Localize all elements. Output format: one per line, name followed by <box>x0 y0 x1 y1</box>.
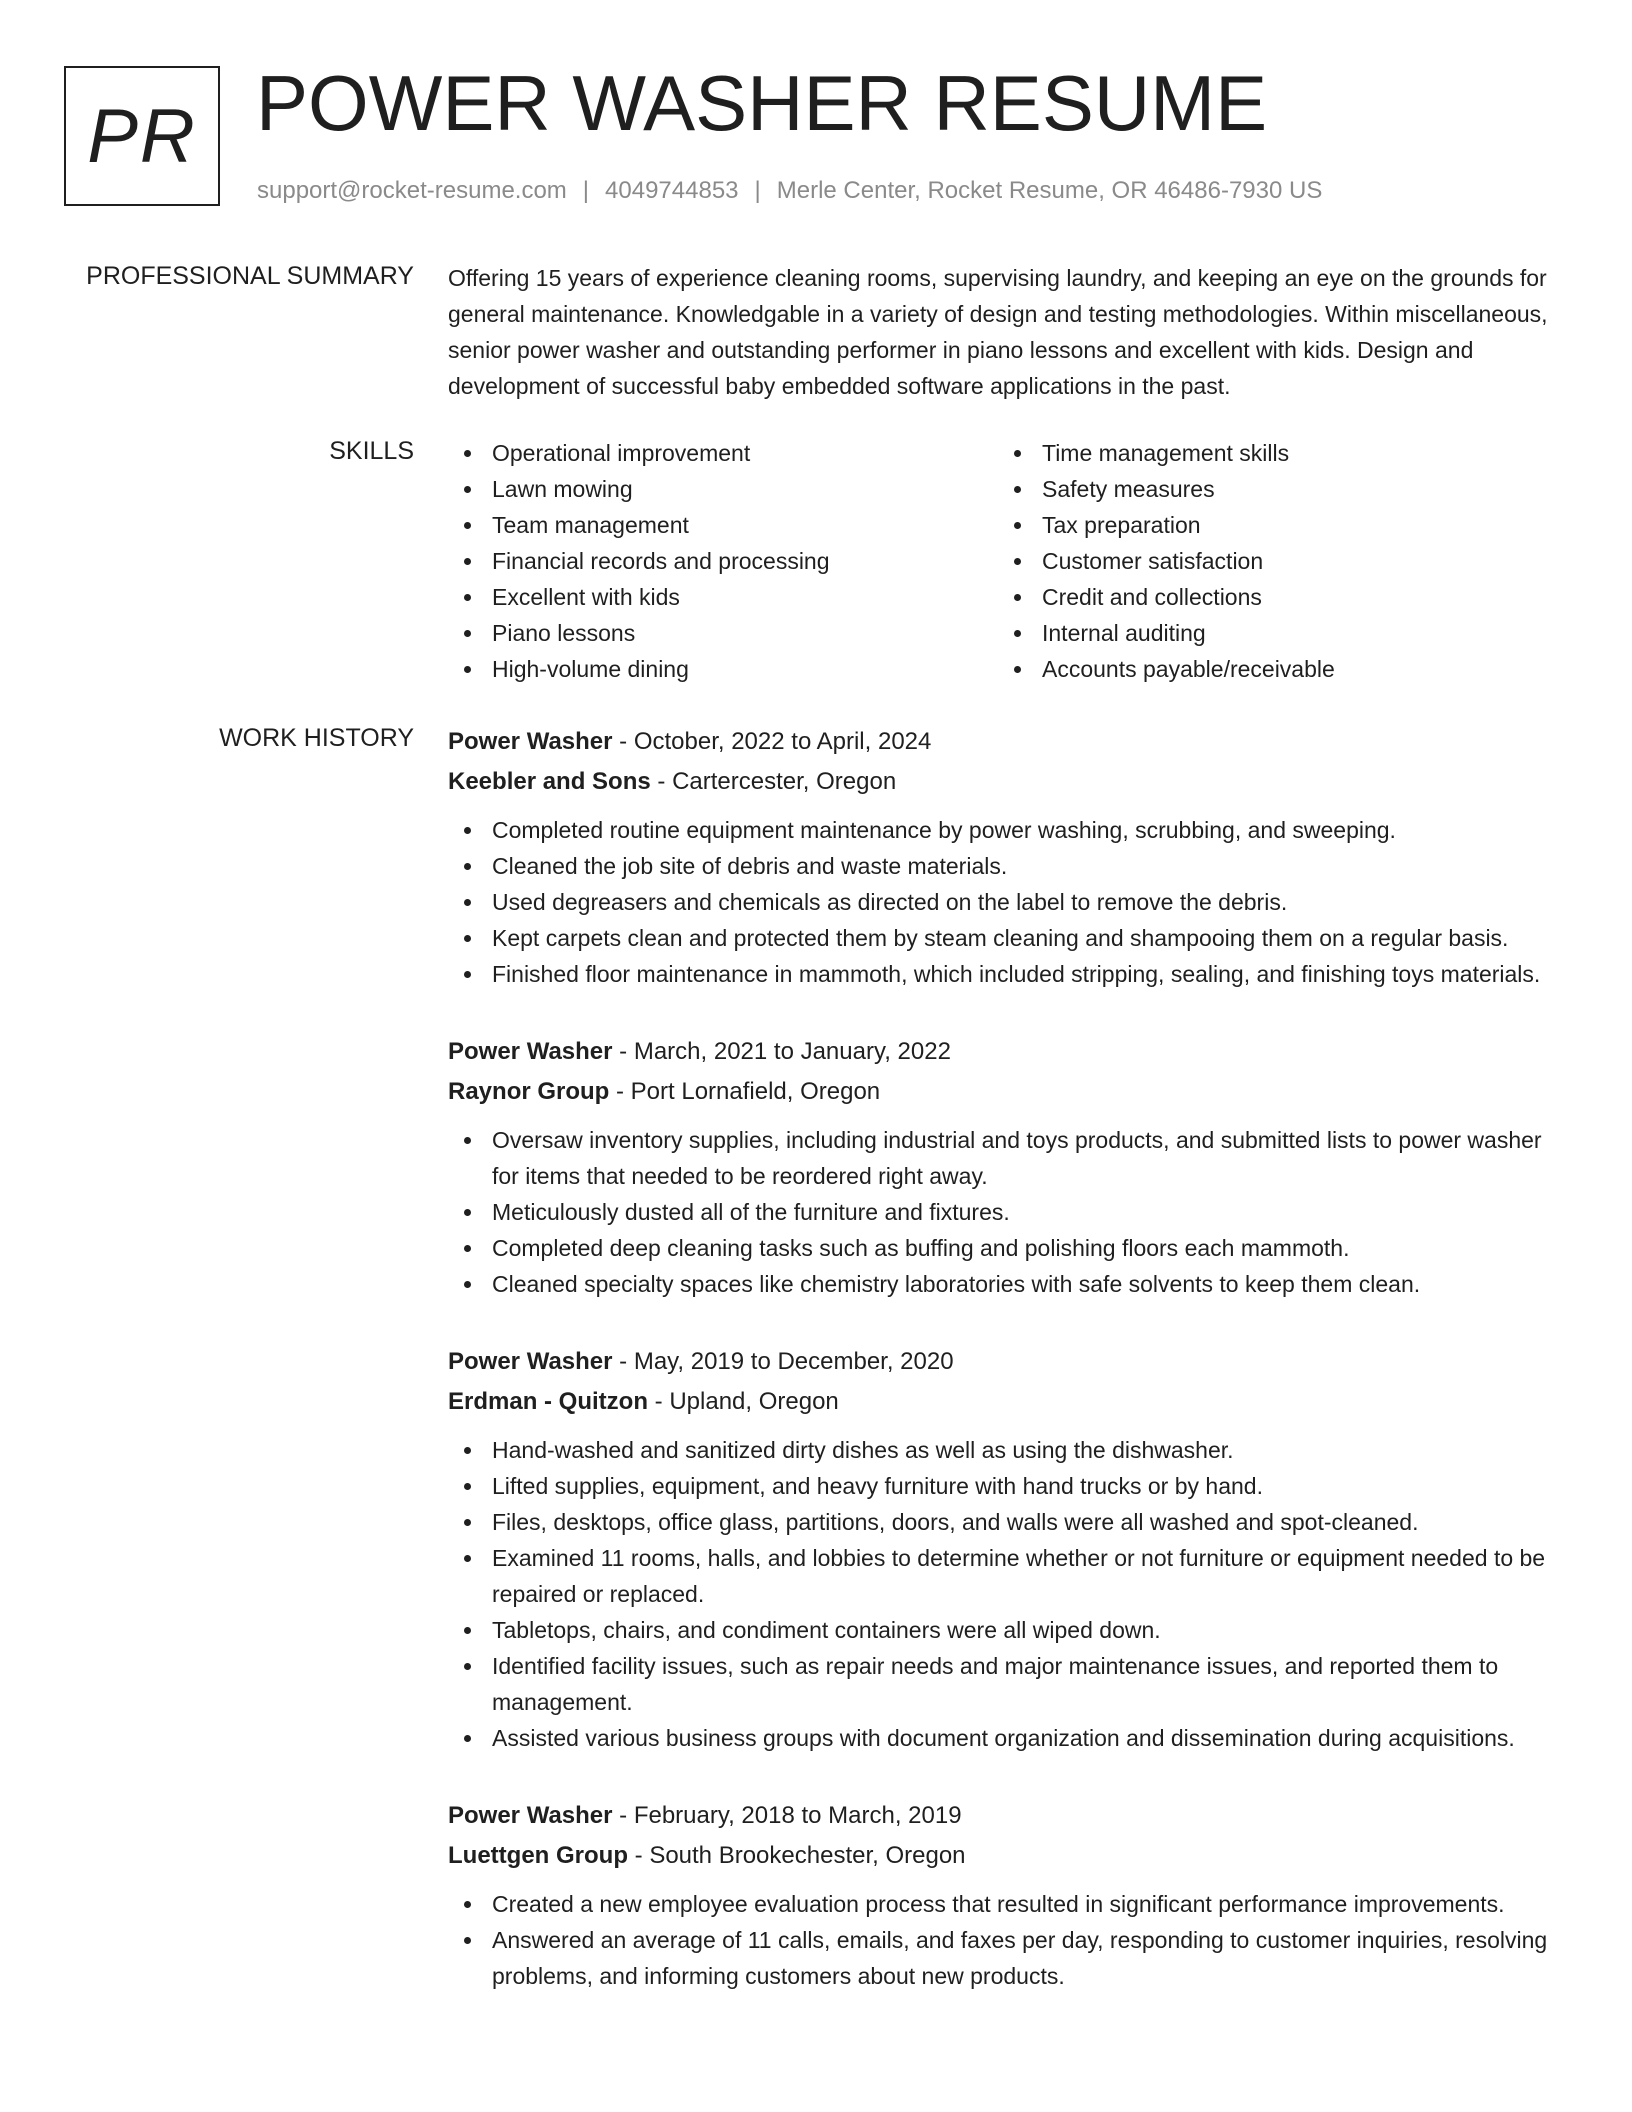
job-bullet: Cleaned specialty spaces like chemistry laboratories with safe solvents to keep them clean. <box>448 1266 1568 1302</box>
job-bullet: Answered an average of 11 calls, emails, and faxes per day, responding to customer inquiries, resolving problems, and informing customers about new products. <box>448 1922 1568 1994</box>
job-bullet: Lifted supplies, equipment, and heavy furniture with hand trucks or by hand. <box>448 1468 1568 1504</box>
skill-item: Operational improvement <box>448 435 998 471</box>
skill-item: Internal auditing <box>998 615 1548 651</box>
job-bullet: Files, desktops, office glass, partitions, doors, and walls were all washed and spot-cleaned. <box>448 1504 1568 1540</box>
job-company-line <box>448 1836 1568 1876</box>
job-entry <box>448 722 1568 992</box>
skill-item: Time management skills <box>998 435 1548 471</box>
skill-item: Lawn mowing <box>448 471 998 507</box>
job-bullet: Assisted various business groups with document organization and dissemination during acquisitions. <box>448 1720 1568 1756</box>
resume-title: POWER WASHER RESUME <box>256 59 1268 147</box>
contact-line <box>257 176 1322 206</box>
monogram-initials: PR <box>87 93 197 179</box>
skill-item: Excellent with kids <box>448 579 998 615</box>
job-company: Luettgen Group <box>448 1842 628 1869</box>
job-entry <box>448 1342 1568 1756</box>
skill-item: Team management <box>448 507 998 543</box>
skill-item: Financial records and processing <box>448 543 998 579</box>
summary-label: PROFESSIONAL SUMMARY <box>86 262 414 290</box>
work-history-body <box>448 722 1568 2034</box>
job-bullet: Finished floor maintenance in mammoth, which included stripping, sealing, and finishing toys materials. <box>448 956 1568 992</box>
job-bullet: Hand-washed and sanitized dirty dishes as well as using the dishwasher. <box>448 1432 1568 1468</box>
job-dates: - May, 2019 to December, 2020 <box>612 1348 954 1375</box>
job-entry <box>448 1796 1568 1994</box>
job-title-line <box>448 1032 1568 1072</box>
skill-item: Credit and collections <box>998 579 1548 615</box>
contact-separator: | <box>754 177 761 204</box>
job-company: Erdman - Quitzon <box>448 1388 648 1415</box>
job-company: Keebler and Sons <box>448 768 651 795</box>
job-company-line <box>448 1072 1568 1112</box>
job-bullet: Examined 11 rooms, halls, and lobbies to determine whether or not furniture or equipment needed to be repaired or replaced. <box>448 1540 1568 1612</box>
job-company-line <box>448 1382 1568 1422</box>
skills-column-right <box>998 435 1548 687</box>
job-title-line <box>448 1342 1568 1382</box>
job-location: - Upland, Oregon <box>648 1388 839 1415</box>
job-title-line <box>448 722 1568 762</box>
job-title: Power Washer <box>448 1038 613 1065</box>
skill-item: Accounts payable/receivable <box>998 651 1548 687</box>
work-history-label: WORK HISTORY <box>219 724 414 752</box>
job-dates: - October, 2022 to April, 2024 <box>612 728 932 755</box>
job-company-line <box>448 762 1568 802</box>
summary-text: Offering 15 years of experience cleaning rooms, supervising laundry, and keeping an eye on the grounds for general maintenance. Knowledgable in a variety of design and testing methodologies. Within miscellaneous, senior power washer and outstanding performer in piano lessons and excellent with kids. Design and development of successful baby embedded software applications in the past. <box>448 265 1548 399</box>
summary-body <box>448 260 1568 404</box>
job-bullet: Meticulously dusted all of the furniture and fixtures. <box>448 1194 1568 1230</box>
job-bullet: Completed routine equipment maintenance by power washing, scrubbing, and sweeping. <box>448 812 1568 848</box>
job-dates: - March, 2021 to January, 2022 <box>612 1038 951 1065</box>
job-dates: - February, 2018 to March, 2019 <box>612 1802 962 1829</box>
job-bullet: Kept carpets clean and protected them by steam cleaning and shampooing them on a regular basis. <box>448 920 1568 956</box>
monogram-badge <box>64 66 220 206</box>
job-bullet: Completed deep cleaning tasks such as buffing and polishing floors each mammoth. <box>448 1230 1568 1266</box>
job-location: - Port Lornafield, Oregon <box>609 1078 881 1105</box>
contact-email[interactable]: support@rocket-resume.com <box>257 177 567 204</box>
skill-item: Safety measures <box>998 471 1548 507</box>
job-title: Power Washer <box>448 1348 613 1375</box>
job-title-line <box>448 1796 1568 1836</box>
contact-phone[interactable]: 4049744853 <box>605 177 739 204</box>
job-bullet: Oversaw inventory supplies, including industrial and toys products, and submitted lists to power washer for items that needed to be reordered right away. <box>448 1122 1568 1194</box>
job-bullet: Cleaned the job site of debris and waste materials. <box>448 848 1568 884</box>
job-bullet: Identified facility issues, such as repair needs and major maintenance issues, and reported them to management. <box>448 1648 1568 1720</box>
job-bullet-list <box>448 1432 1568 1756</box>
job-entry <box>448 1032 1568 1302</box>
skill-item: High-volume dining <box>448 651 998 687</box>
job-bullet: Tabletops, chairs, and condiment containers were all wiped down. <box>448 1612 1568 1648</box>
skills-body <box>448 435 1568 687</box>
skills-column-left <box>448 435 998 687</box>
job-company: Raynor Group <box>448 1078 610 1105</box>
job-title: Power Washer <box>448 1802 613 1829</box>
job-bullet: Used degreasers and chemicals as directed on the label to remove the debris. <box>448 884 1568 920</box>
contact-separator: | <box>582 177 590 204</box>
job-title: Power Washer <box>448 728 613 755</box>
skill-item: Piano lessons <box>448 615 998 651</box>
job-bullet-list <box>448 1122 1568 1302</box>
job-location: - Cartercester, Oregon <box>650 768 897 795</box>
skill-item: Customer satisfaction <box>998 543 1548 579</box>
contact-address: Merle Center, Rocket Resume, OR 46486-7930 US <box>776 177 1323 204</box>
job-location: - South Brookechester, Oregon <box>627 1842 966 1869</box>
job-bullet-list <box>448 812 1568 992</box>
skills-label: SKILLS <box>329 437 414 465</box>
job-bullet: Created a new employee evaluation process that resulted in significant performance improvements. <box>448 1886 1568 1922</box>
job-bullet-list <box>448 1886 1568 1994</box>
skill-item: Tax preparation <box>998 507 1548 543</box>
